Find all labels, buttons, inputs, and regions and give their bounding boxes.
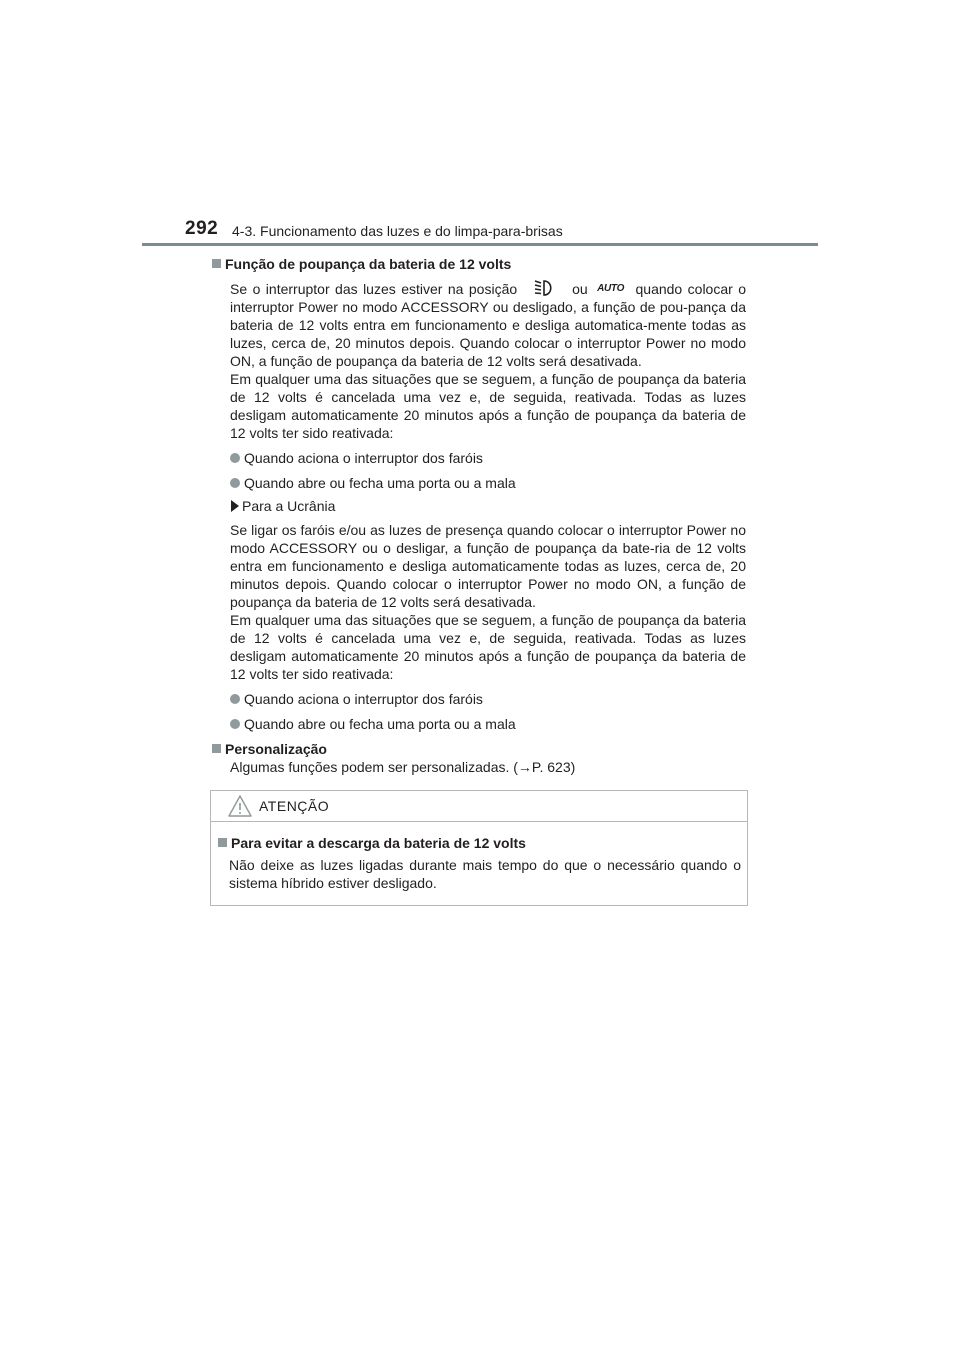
main-content <box>212 255 746 776</box>
warning-title: ATENÇÃO <box>259 798 330 814</box>
arrow-right-icon <box>231 500 239 512</box>
list-item: Quando abre ou fecha uma porta ou a mala <box>230 474 746 492</box>
paragraph-ukraine-cancel: Em qualquer uma das situações que se seguem, a função de poupança da bateria de 12 volts é cancelada uma vez e, de seguida, reativada. Todas as luzes desligam automaticamente 20 minutos após a função de poupança da bateria de 12 volts ter sido reativada: <box>230 612 746 682</box>
list-item: Quando aciona o interruptor dos faróis <box>230 690 746 708</box>
auto-icon: AUTO <box>597 282 625 294</box>
warning-body <box>218 834 741 892</box>
list-item: Quando aciona o interruptor dos faróis <box>230 449 746 467</box>
square-bullet-icon <box>212 259 221 268</box>
round-bullet-icon <box>230 453 240 463</box>
page-header <box>0 0 960 250</box>
headlight-icon <box>533 279 557 297</box>
page-number: 292 <box>185 218 219 239</box>
paragraph-battery-saver-cancel: Em qualquer uma das situações que se seguem, a função de poupança da bateria de 12 volts é cancelada uma vez e, de seguida, reativada. Todas as luzes desligam automaticamente 20 minutos após a função de poupança da bateria de 12 volts ter sido reativada: <box>230 371 746 441</box>
warning-text: Não deixe as luzes ligadas durante mais tempo do que o necessário quando o sistema híbrido estiver desligado. <box>229 857 741 891</box>
square-bullet-icon <box>212 744 221 753</box>
round-bullet-icon <box>230 719 240 729</box>
warning-heading: Para evitar a descarga da bateria de 12 volts <box>218 834 741 852</box>
section-heading-battery-saver: Função de poupança da bateria de 12 volts <box>212 255 746 273</box>
square-bullet-icon <box>218 838 227 847</box>
list-item: Quando abre ou fecha uma porta ou a mala <box>230 715 746 733</box>
round-bullet-icon <box>230 694 240 704</box>
section-title: 4-3. Funcionamento das luzes e do limpa-para-brisas <box>232 223 563 239</box>
warning-header <box>211 791 747 822</box>
header-rule <box>142 243 818 246</box>
section-heading-customization: Personalização <box>212 740 746 758</box>
sub-heading-ukraine: Para a Ucrânia <box>230 497 746 515</box>
paragraph-customization: Algumas funções podem ser personalizadas. (→P. 623) <box>230 759 576 775</box>
round-bullet-icon <box>230 478 240 488</box>
warning-triangle-icon <box>227 794 253 818</box>
warning-box <box>210 790 748 906</box>
paragraph-ukraine-intro: Se ligar os faróis e/ou as luzes de presença quando colocar o interruptor Power no modo ACCESSORY ou o desligar, a função de poupança da bate-ria de 12 volts entra em funcionamento e desliga automaticamente todas as luzes, cerca de, 20 minutos depois. Quando colocar o interruptor Power no modo ON, a função de poupança da bateria de 12 volts será desativada. <box>230 522 746 610</box>
paragraph-battery-saver-intro: Se o interruptor das luzes estiver na posição ou AUTO quando colocar o interruptor Power no modo ACCESSORY ou desligado, a função de pou-pança da bateria de 12 volts entra em funcionamento e desliga automatica-mente todas as luzes, cerca de, 20 minutos depois. Quando colocar o interruptor Power no modo ON, a função de poupança da bateria de 12 volts será desativada. <box>230 281 747 369</box>
